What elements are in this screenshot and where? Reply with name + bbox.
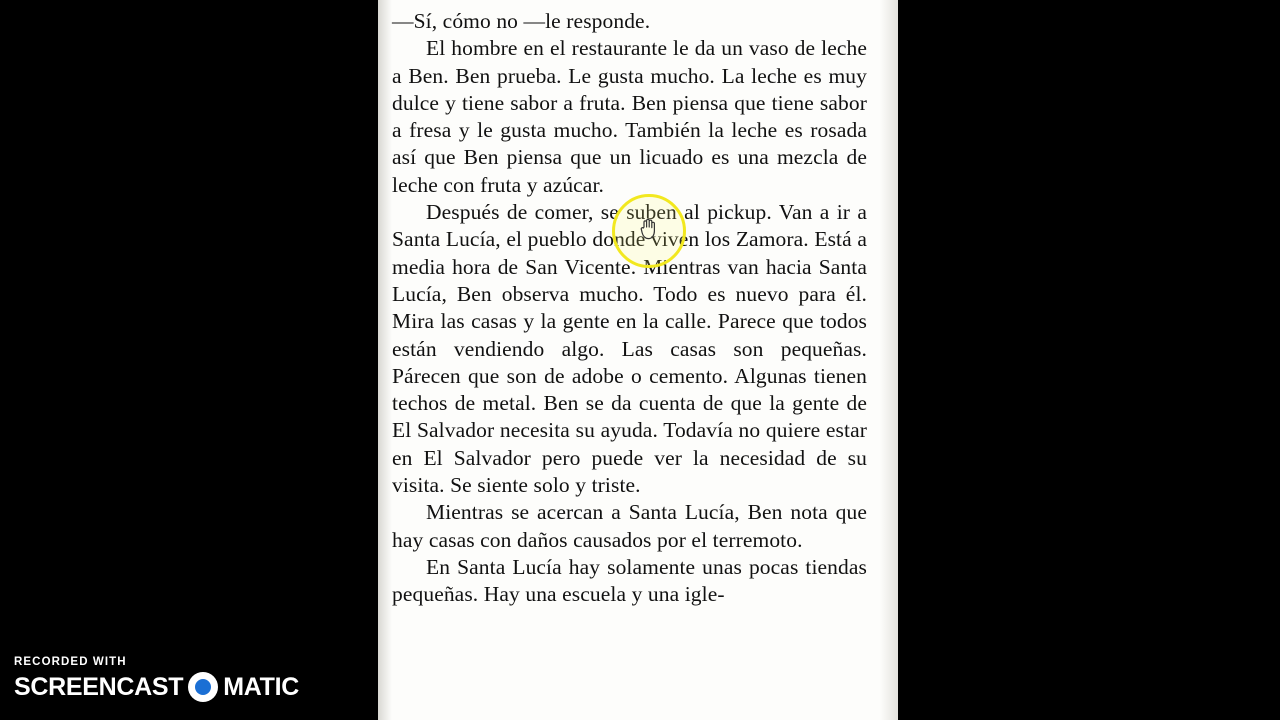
screencast-o-matic-watermark	[14, 656, 299, 702]
recorded-with-label: RECORDED WITH	[14, 656, 127, 668]
paragraph: —Sí, cómo no —le responde.	[392, 9, 651, 33]
paragraph: Mientras se acercan a Santa Lucía, Ben nota que hay casas con daños causados por el terremoto.	[392, 500, 867, 552]
brand-name-left: SCREENCAST	[14, 672, 184, 701]
paragraph: Después de comer, se suben al pickup. Van a ir a Santa Lucía, el pueblo donde viven los Zamora. Está a media hora de San Vicente. Mientras van hacia Santa Lucía, Ben observa mucho. Todo es nuevo para él. Mira las casas y la gente en la calle. Parece que todos están vendiendo algo. Las casas son pequeñas. Párecen que son de adobe o cemento. Algunas tienen techos de metal. Ben se da cuenta de que la gente de El Salvador necesita su ayuda. Todavía no quiere estar en El Salvador pero puede ver la necesidad de su visita. Se siente solo y triste.	[392, 200, 867, 498]
brand-logo	[14, 672, 299, 702]
screencast-dot-icon	[188, 672, 218, 702]
paragraph: En Santa Lucía hay solamente unas pocas tiendas pequeñas. Hay una escuela y una igle-	[392, 554, 867, 607]
paragraph: El hombre en el restaurante le da un vaso de leche a Ben. Ben prueba. Le gusta mucho. La leche es muy dulce y tiene sabor a fruta. Ben piensa que tiene sabor a fresa y le gusta mucho. También la leche es rosada así que Ben piensa que un licuado es una mezcla de leche con fruta y azúcar.	[392, 36, 867, 197]
scanned-book-page	[378, 0, 898, 720]
page-text-column	[392, 8, 867, 609]
brand-name-right: MATIC	[223, 672, 300, 701]
